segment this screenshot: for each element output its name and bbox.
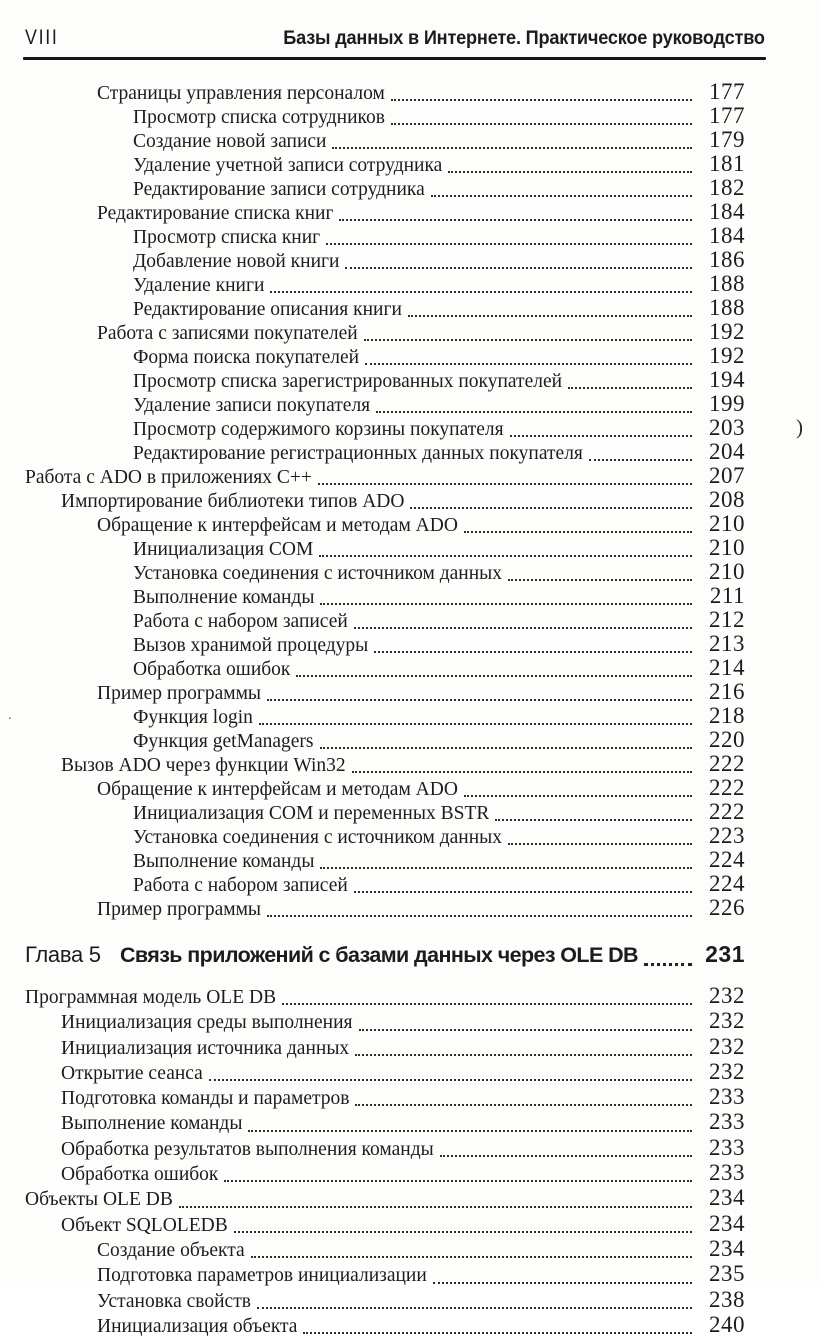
toc-entry-title: Страницы управления персоналом [97, 83, 385, 104]
toc-entry-page: 224 [709, 871, 745, 896]
dot-leader [355, 1104, 692, 1106]
dot-leader [339, 219, 692, 221]
toc-entry-page: 223 [709, 823, 745, 848]
toc-entry-title: Редактирование записи сотрудника [133, 179, 425, 200]
toc-entry [25, 1288, 745, 1313]
toc-entry-title: Открытие сеанса [61, 1062, 203, 1084]
toc-entry-page: 233 [709, 1084, 745, 1110]
chapter-title: Связь приложений с базами данных через OLE DB [120, 943, 638, 967]
toc-section-1 [25, 81, 745, 921]
dot-leader [303, 1332, 692, 1334]
dot-leader [364, 339, 692, 341]
toc-entry-page: 194 [709, 367, 745, 392]
toc-entry [25, 489, 745, 513]
toc-section-2 [25, 984, 745, 1338]
toc-entry [25, 801, 745, 825]
toc-entry-page: 177 [709, 79, 745, 104]
toc-entry [25, 1110, 745, 1135]
toc-entry-title: Удаление книги [133, 275, 265, 296]
running-title: Базы данных в Интернете. Практическое руководство [283, 27, 765, 49]
toc-entry-page: 184 [709, 199, 745, 224]
toc-entry-title: Пример программы [97, 683, 262, 704]
dot-leader [448, 171, 692, 173]
toc-entry-page: 224 [709, 847, 745, 872]
toc-entry-title: Инициализация источника данных [61, 1037, 350, 1059]
toc-entry-page: 232 [709, 1033, 745, 1059]
toc-entry-page: 199 [709, 391, 745, 416]
toc-entry-title: Работа с записями покупателей [97, 323, 358, 344]
dot-leader [510, 435, 692, 437]
toc-entry-page: 210 [709, 511, 745, 536]
dot-leader [431, 195, 692, 197]
toc-entry-page: 211 [709, 583, 745, 608]
toc-entry-page: 207 [709, 463, 745, 488]
dot-leader [408, 315, 692, 317]
toc-entry [25, 369, 745, 393]
toc-entry [25, 585, 745, 609]
toc-entry [25, 1212, 745, 1237]
toc-entry-title: Установка соединения с источником данных [133, 827, 503, 848]
toc-entry-page: 234 [709, 1210, 745, 1236]
toc-entry-title: Объект SQLOLEDB [61, 1214, 228, 1236]
toc-entry [25, 777, 745, 801]
toc-entry-title: Инициализация среды выполнения [61, 1012, 353, 1034]
toc-entry-title: Программная модель OLE DB [25, 987, 277, 1008]
dot-leader [568, 387, 692, 389]
chapter-label: Глава 5 [25, 942, 101, 967]
dot-leader [376, 411, 692, 413]
toc-entry [25, 441, 745, 465]
toc-entry-title: Импортирование библиотеки типов ADO [61, 491, 405, 512]
toc-entry-title: Просмотр списка зарегистрированных покупателей [133, 371, 563, 392]
toc-entry-title: Редактирование регистрационных данных покупателя [133, 443, 583, 464]
toc-entry-title: Пример программы [97, 899, 262, 920]
toc-entry-page: 233 [709, 1134, 745, 1160]
toc-entry-title: Инициализация объекта [97, 1315, 298, 1337]
toc-entry-page: 220 [709, 727, 745, 752]
dot-leader [410, 507, 692, 509]
toc-entry-title: Редактирование описания книги [133, 299, 402, 320]
toc-entry [25, 177, 745, 201]
toc-entry [25, 609, 745, 633]
dot-leader [282, 1003, 692, 1005]
toc-entry-page: 232 [709, 983, 745, 1008]
toc-entry [25, 753, 745, 777]
toc-entry-page: 232 [709, 1058, 745, 1084]
table-of-contents [25, 81, 745, 1338]
toc-entry-page: 188 [709, 271, 745, 296]
toc-entry-page: 213 [709, 631, 745, 656]
toc-entry-title: Обращение к интерфейсам и методам ADO [97, 779, 458, 800]
toc-entry-page: 234 [709, 1185, 745, 1211]
dot-leader [345, 267, 692, 269]
toc-entry-title: Создание объекта [97, 1239, 245, 1261]
toc-entry [25, 849, 745, 873]
dot-leader [248, 1130, 692, 1132]
toc-entry-title: Обработка ошибок [61, 1164, 219, 1186]
toc-entry-title: Подготовка параметров инициализации [97, 1265, 427, 1287]
dot-leader [270, 291, 692, 293]
toc-entry [25, 633, 745, 657]
running-header [25, 26, 765, 50]
toc-entry [25, 873, 745, 897]
dot-leader [354, 891, 692, 893]
toc-entry [25, 105, 745, 129]
toc-entry-title: Вызов ADO через функции Win32 [61, 755, 346, 776]
toc-entry [25, 225, 745, 249]
dot-leader [332, 147, 692, 149]
toc-entry-page: 214 [709, 655, 745, 680]
dot-leader [508, 579, 692, 581]
dot-leader [234, 1231, 692, 1233]
toc-entry [25, 1085, 745, 1110]
toc-entry-title: Функция login [133, 707, 253, 728]
toc-entry [25, 81, 745, 105]
dot-leader [365, 363, 692, 365]
chapter-page-number: 231 [705, 941, 745, 967]
toc-entry [25, 201, 745, 225]
folio-page-number: VIII [25, 26, 59, 49]
dot-leader [495, 819, 692, 821]
toc-entry-page: 192 [709, 343, 745, 368]
toc-entry-page: 181 [709, 151, 745, 176]
header-rule [23, 57, 766, 60]
toc-entry-title: Форма поиска покупателей [133, 347, 360, 368]
toc-entry [25, 825, 745, 849]
toc-entry-page: 216 [709, 679, 745, 704]
dot-leader [267, 915, 692, 917]
toc-entry-page: 238 [709, 1286, 745, 1312]
toc-entry-title: Удаление записи покупателя [133, 395, 371, 416]
toc-entry-title: Просмотр содержимого корзины покупателя [133, 419, 504, 440]
dot-leader [251, 1256, 692, 1258]
toc-entry-page: 210 [709, 559, 745, 584]
dot-leader [296, 675, 692, 677]
toc-entry-title: Добавление новой книги [133, 251, 340, 272]
toc-entry [25, 1060, 745, 1085]
toc-entry [25, 984, 745, 1009]
toc-entry-page: 210 [709, 535, 745, 560]
dot-leader [267, 699, 692, 701]
scan-artifact-mark: ) [796, 415, 803, 439]
toc-entry-title: Выполнение команды [133, 587, 315, 608]
toc-entry-page: 192 [709, 319, 745, 344]
toc-entry-title: Инициализация COM [133, 539, 314, 560]
toc-entry-title: Обработка результатов выполнения команды [61, 1138, 434, 1160]
toc-entry [25, 1035, 745, 1060]
toc-entry-title: Подготовка команды и параметров [61, 1088, 350, 1110]
toc-entry [25, 681, 745, 705]
toc-entry-page: 235 [709, 1261, 745, 1287]
toc-entry-page: 212 [709, 607, 745, 632]
toc-entry [25, 1186, 745, 1211]
toc-entry-page: 233 [709, 1109, 745, 1135]
toc-entry [25, 417, 745, 441]
dot-leader [318, 483, 692, 485]
dot-leader [257, 1307, 692, 1309]
toc-entry [25, 297, 745, 321]
dot-leader [259, 723, 692, 725]
dot-leader [179, 1206, 692, 1208]
toc-entry-page: 222 [709, 751, 745, 776]
toc-entry-title: Обработка ошибок [133, 659, 291, 680]
dot-leader [464, 795, 692, 797]
toc-entry-page: 222 [709, 775, 745, 800]
toc-entry-page: 204 [709, 439, 745, 464]
toc-entry [25, 321, 745, 345]
toc-entry [25, 1136, 745, 1161]
toc-entry-title: Работа с набором записей [133, 875, 348, 896]
toc-entry [25, 1313, 745, 1338]
toc-entry [25, 393, 745, 417]
dot-leader [355, 1054, 692, 1056]
toc-entry-title: Создание новой записи [133, 131, 327, 152]
toc-entry-title: Работа с набором записей [133, 611, 348, 632]
dot-leader [320, 747, 693, 749]
toc-entry [25, 249, 745, 273]
dot-leader [352, 771, 692, 773]
toc-entry-page: 233 [709, 1160, 745, 1186]
toc-entry-title: Работа с ADO в приложениях C++ [25, 467, 312, 488]
toc-entry-title: Вызов хранимой процедуры [133, 635, 369, 656]
toc-entry-page: 222 [709, 799, 745, 824]
dot-leader [374, 651, 692, 653]
toc-entry [25, 657, 745, 681]
scan-artifact-speck: . [8, 708, 12, 723]
dot-leader [354, 627, 692, 629]
toc-entry [25, 345, 745, 369]
toc-entry-page: 226 [709, 895, 745, 920]
toc-entry-page: 232 [709, 1008, 745, 1034]
toc-entry-title: Редактирование списка книг [97, 203, 334, 224]
toc-entry-page: 208 [709, 487, 745, 512]
toc-entry-page: 179 [709, 127, 745, 152]
toc-entry-title: Просмотр списка книг [133, 227, 321, 248]
toc-entry-page: 177 [709, 103, 745, 128]
toc-entry-page: 182 [709, 175, 745, 200]
toc-entry-title: Просмотр списка сотрудников [133, 107, 385, 128]
dot-leader [440, 1155, 692, 1157]
toc-entry-title: Выполнение команды [133, 851, 315, 872]
toc-entry [25, 1237, 745, 1262]
toc-entry-page: 188 [709, 295, 745, 320]
toc-entry-page: 186 [709, 247, 745, 272]
toc-entry-page: 240 [709, 1311, 745, 1337]
dot-leader [391, 99, 692, 101]
toc-entry [25, 705, 745, 729]
toc-entry-page: 184 [709, 223, 745, 248]
dot-leader [319, 555, 692, 557]
toc-entry [25, 1009, 745, 1034]
toc-entry [25, 897, 745, 921]
toc-entry-title: Установка соединения с источником данных [133, 563, 503, 584]
toc-entry-title: Удаление учетной записи сотрудника [133, 155, 443, 176]
toc-entry-title: Выполнение команды [61, 1113, 243, 1135]
dot-leader [391, 123, 692, 125]
toc-entry [25, 537, 745, 561]
dot-leader [326, 243, 692, 245]
dot-leader [464, 531, 692, 533]
dot-leader [359, 1029, 693, 1031]
dot-leader [644, 963, 692, 966]
dot-leader [320, 603, 692, 605]
toc-entry [25, 273, 745, 297]
toc-entry [25, 513, 745, 537]
toc-entry-page: 203 [709, 415, 745, 440]
toc-entry-page: 218 [709, 703, 745, 728]
toc-entry [25, 561, 745, 585]
toc-entry-title: Инициализация COM и переменных BSTR [133, 803, 490, 824]
toc-entry-title: Функция getManagers [133, 731, 314, 752]
toc-entry-title: Объекты OLE DB [25, 1189, 173, 1211]
toc-entry-title: Установка свойств [97, 1290, 251, 1312]
toc-entry-page: 234 [709, 1235, 745, 1261]
dot-leader [320, 867, 692, 869]
toc-entry [25, 129, 745, 153]
dot-leader [589, 459, 692, 461]
chapter-heading [25, 938, 745, 971]
dot-leader [209, 1079, 692, 1081]
toc-entry [25, 729, 745, 753]
toc-entry [25, 465, 745, 489]
dot-leader [508, 843, 692, 845]
toc-entry-title: Обращение к интерфейсам и методам ADO [97, 515, 458, 536]
toc-entry [25, 1262, 745, 1287]
dot-leader [224, 1180, 692, 1182]
toc-entry [25, 153, 745, 177]
toc-entry [25, 1161, 745, 1186]
